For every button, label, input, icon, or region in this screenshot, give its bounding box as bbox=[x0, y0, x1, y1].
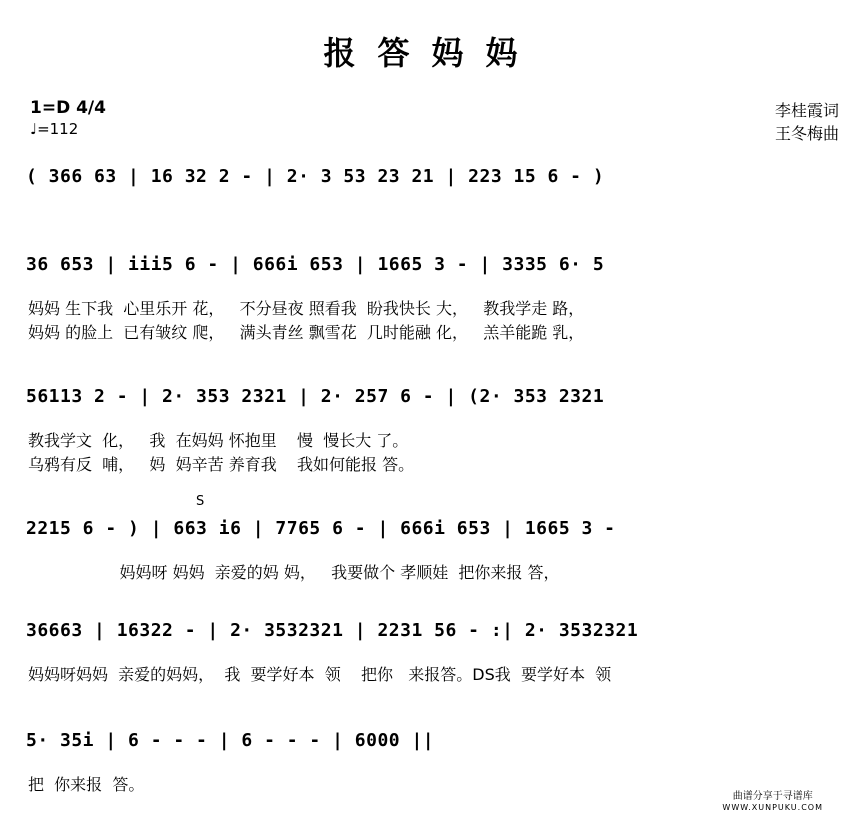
lyric-line: 妈妈呀 妈妈 亲爱的妈 妈， 我要做个 孝顺娃 把你来报 答， bbox=[28, 563, 560, 582]
page-title: 报答妈妈 bbox=[323, 34, 540, 72]
score-line: 36 653 | iii5 6 - | 666i 653 | 1665 3 - | 3335 6· 5 bbox=[26, 254, 605, 275]
lyric-line: 教我学文 化， 我 在妈妈 怀抱里 慢 慢长大 了。 bbox=[28, 431, 409, 450]
lyric-line: 乌鸦有反 哺， 妈 妈辛苦 养育我 我如何能报 答。 bbox=[28, 455, 415, 474]
score-line: 56113 2 - | 2· 353 2321 | 2· 257 6 - | (2· 353 2321 bbox=[26, 386, 605, 407]
segno-sign: S bbox=[196, 494, 205, 509]
lyric-line: 妈妈 的脸上 已有皱纹 爬， 满头青丝 飘雪花 几时能融 化， 羔羊能跪 乳， bbox=[28, 323, 585, 342]
lyricist-credit: 李桂霞词 bbox=[774, 101, 839, 120]
lyric-line: 妈妈呀妈妈 亲爱的妈妈， 我 要学好本 领 把你 来报答。DS我 要学好本 领 bbox=[28, 665, 612, 684]
composer-credit: 王冬梅曲 bbox=[774, 124, 839, 143]
watermark-text: 曲谱分享于寻谱库 bbox=[732, 791, 813, 802]
lyric-line: 把 你来报 答。 bbox=[28, 775, 145, 794]
score-line: 5· 35i | 6 - - - | 6 - - - | 6000 || bbox=[26, 730, 435, 751]
lyric-line: 妈妈 生下我 心里乐开 花， 不分昼夜 照看我 盼我快长 大， 教我学走 路， bbox=[28, 299, 585, 318]
watermark-site: WWW.XUNPUKU.COM bbox=[722, 803, 823, 812]
watermark bbox=[722, 791, 823, 813]
score-line: ( 366 63 | 16 32 2 - | 2· 3 53 23 21 | 223 15 6 - ) bbox=[26, 166, 605, 187]
score-line: 2215 6 - ) | 663 i6 | 7765 6 - | 666i 653 | 1665 3 - bbox=[26, 518, 616, 539]
key-signature: 1=D 4/4 bbox=[30, 98, 106, 118]
score-line: 36663 | 16322 - | 2· 3532321 | 2231 56 - :| 2· 3532321 bbox=[26, 620, 639, 641]
tempo-marking: ♩=112 bbox=[30, 120, 79, 138]
